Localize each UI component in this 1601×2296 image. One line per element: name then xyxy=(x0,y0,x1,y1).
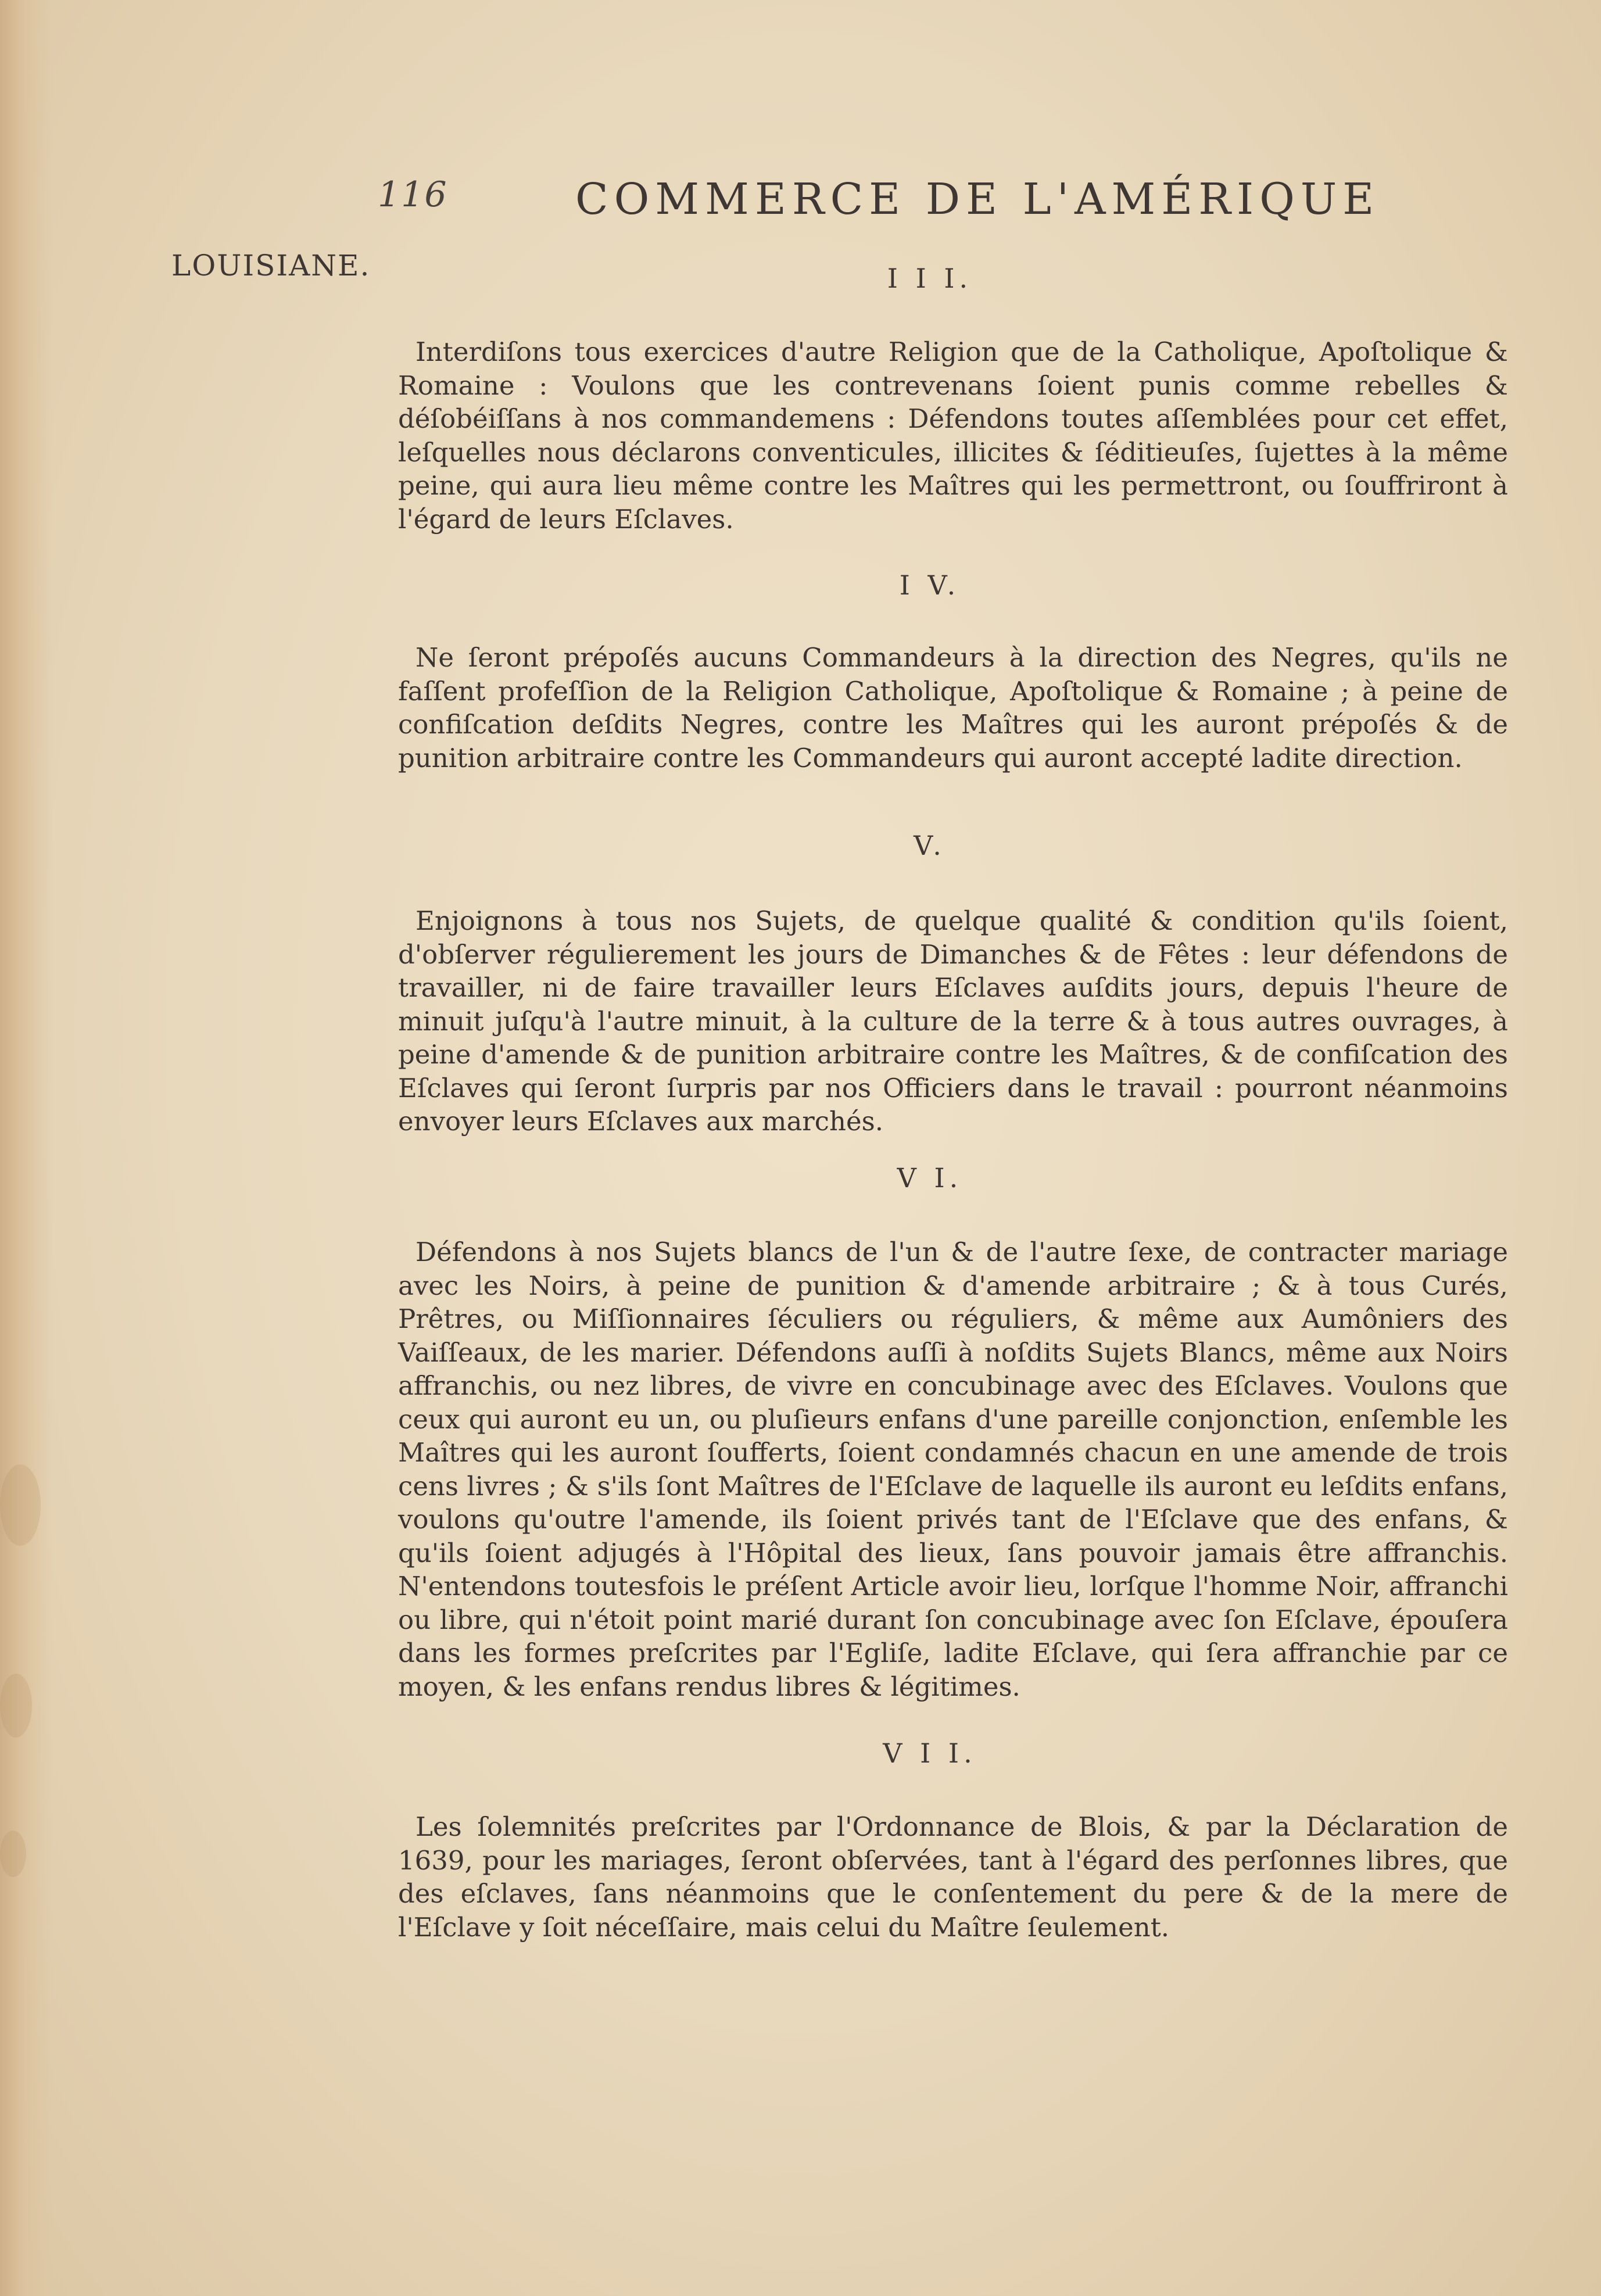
paper-stain xyxy=(0,1674,32,1738)
article-heading: I V. xyxy=(899,569,961,601)
article-heading: V I I. xyxy=(883,1738,977,1769)
article-heading: V. xyxy=(914,830,946,861)
running-head-title: COMMERCE DE L'AMÉRIQUE xyxy=(575,174,1380,224)
paper-stain xyxy=(0,1464,41,1546)
article-heading: I I I. xyxy=(887,263,973,294)
article-text xyxy=(398,335,1508,536)
article-body: Les ſolemnités preſcrites par l'Ordonnance de Blois, & par la Déclaration de 1639, pour les mariages, ſeront obſervées, tant à l'égard des perſonnes libres, que des eſclaves, ſans néanmoins que le conſentement du pere & de la mere de l'Eſclave y ſoit néceſſaire, mais celui du Maître ſeulement. xyxy=(398,1811,1508,1943)
article-body: Défendons à nos Sujets blancs de l'un & de l'autre ſexe, de contracter mariage avec les Noirs, à peine de punition & d'amende arbitraire ; & à tous Curés, Prêtres, ou Miſſionnaires ſéculiers ou réguliers, & même aux Aumôniers des Vaiſſeaux, de les marier. Défendons auſſi à noſdits Sujets Blancs, même aux Noirs affranchis, ou nez libres, de vivre en concubinage avec des Eſclaves. Voulons que ceux qui auront eu un, ou pluſieurs enfans d'une pareille conjonction, enſemble les Maîtres qui les auront ſoufferts, ſoient condamnés chacun en une amende de trois cens livres ; & s'ils ſont Maîtres de l'Eſclave de laquelle ils auront eu leſdits enfans, voulons qu'outre l'amende, ils ſoient privés tant de l'Eſclave que des enfans, & qu'ils ſoient adjugés à l'Hôpital des lieux, ſans pouvoir jamais être affranchis. N'entendons toutesfois le préſent Article avoir lieu, lorſque l'homme Noir, affranchi ou libre, qui n'étoit point marié durant ſon concubinage avec ſon Eſclave, épouſera dans les formes preſcrites par l'Egliſe, ladite Eſclave, qui ſera affranchie par ce moyen, & les enfans rendus libres & légitimes. xyxy=(398,1237,1508,1702)
article-body: Interdiſons tous exercices d'autre Religion que de la Catholique, Apoſtolique & Romaine : Voulons que les contrevenans ſoient punis comme rebelles & déſobéiſſans à nos commandemens : Défendons toutes aſſemblées pour cet effet, leſquelles nous déclarons conventicules, illicites & ſéditieuſes, ſujettes à la même peine, qui aura lieu même contre les Maîtres qui les permettront, ou ſouffriront à l'égard de leurs Eſclaves. xyxy=(398,336,1508,535)
article-text xyxy=(398,1235,1508,1703)
page-number: 116 xyxy=(378,174,448,215)
paper-edge-shadow xyxy=(0,0,52,2296)
article-body: Ne ſeront prépoſés aucuns Commandeurs à la direction des Negres, qu'ils ne faſſent profeſſion de la Religion Catholique, Apoſtolique & Romaine ; à peine de confiſcation deſdits Negres, contre les Maîtres qui les auront prépoſés & de punition arbitraire contre les Commandeurs qui auront accepté ladite direction. xyxy=(398,642,1508,773)
paper-stain xyxy=(0,1831,26,1877)
article-text xyxy=(398,1810,1508,1944)
article-text xyxy=(398,641,1508,775)
article-body: Enjoignons à tous nos Sujets, de quelque qualité & condition qu'ils ſoient, d'obſerver régulierement les jours de Dimanches & de Fêtes : leur défendons de travailler, ni de faire travailler leurs Eſclaves auſdits jours, depuis l'heure de minuit juſqu'à l'autre minuit, à la culture de la terre & à tous autres ouvrages, à peine d'amende & de punition arbitraire contre les Maîtres, & de confiſcation des Eſclaves qui ſeront ſurpris par nos Officiers dans le travail : pourront néanmoins envoyer leurs Eſclaves aux marchés. xyxy=(398,905,1508,1137)
article-text xyxy=(398,904,1508,1138)
article-heading: V I. xyxy=(897,1162,963,1194)
margin-note-region: LOUISIANE. xyxy=(171,249,371,282)
